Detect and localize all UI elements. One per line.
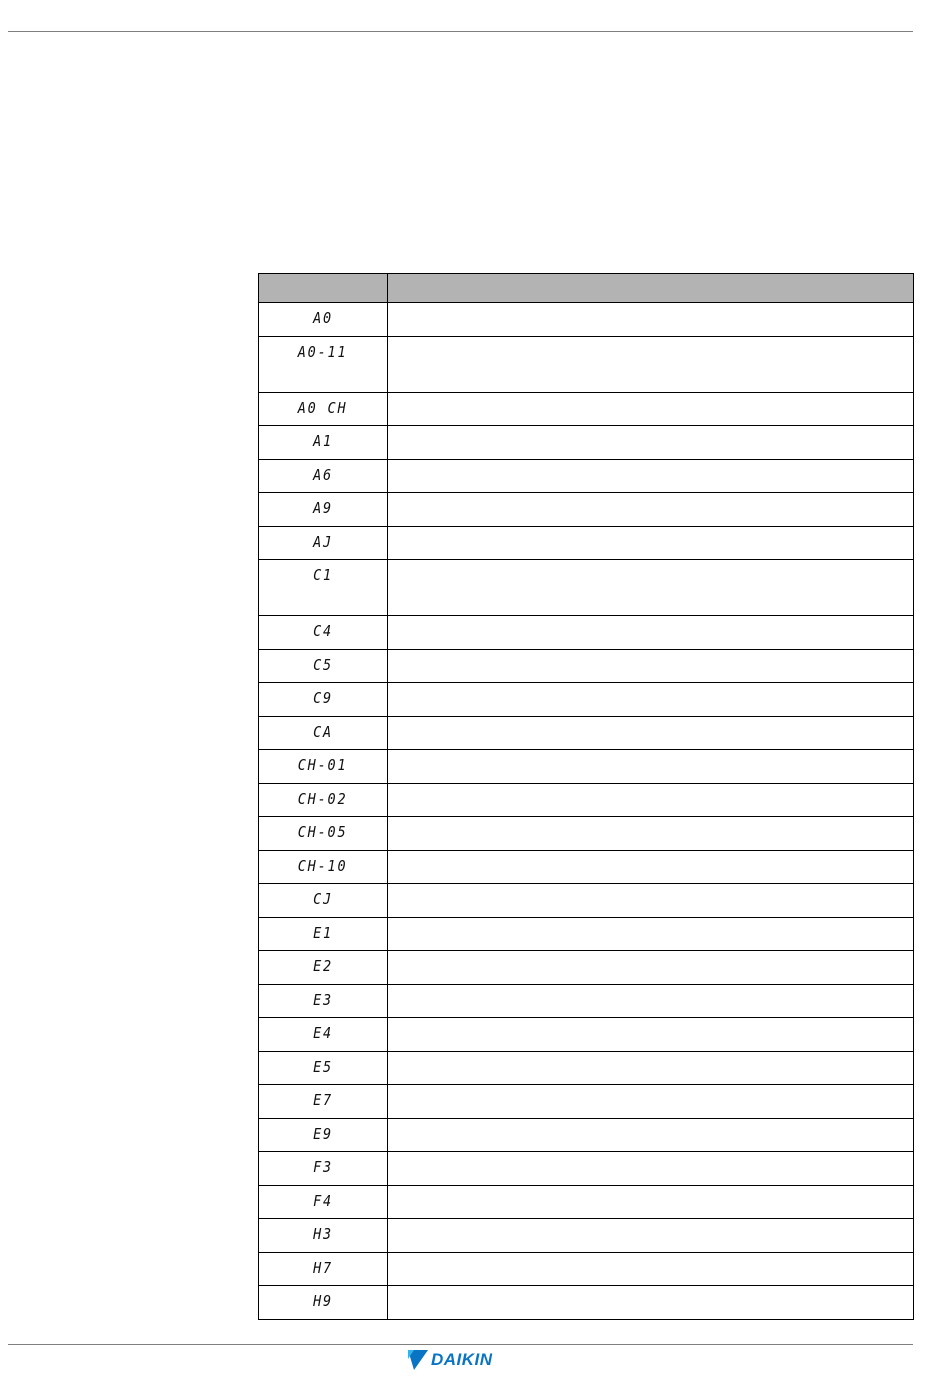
error-code: AJ xyxy=(313,532,333,551)
description-cell xyxy=(388,884,914,918)
code-cell xyxy=(259,426,388,460)
error-code: C5 xyxy=(313,655,333,674)
table-row xyxy=(259,817,914,851)
code-cell xyxy=(259,1085,388,1119)
error-code: A0 xyxy=(313,309,333,327)
error-code: F3 xyxy=(313,1158,333,1176)
table-row xyxy=(259,1185,914,1219)
code-cell xyxy=(259,526,388,560)
error-code: CH-01 xyxy=(298,756,348,774)
table-row xyxy=(259,493,914,527)
table-row xyxy=(259,750,914,784)
error-code: E5 xyxy=(313,1057,333,1076)
error-code: CJ xyxy=(313,890,333,908)
error-code: CH-10 xyxy=(298,856,348,875)
code-cell xyxy=(259,750,388,784)
error-code: E9 xyxy=(313,1124,333,1143)
description-cell xyxy=(388,459,914,493)
code-cell xyxy=(259,1018,388,1052)
table-row xyxy=(259,1252,914,1286)
description-cell xyxy=(388,1118,914,1152)
description-cell xyxy=(388,1252,914,1286)
error-code: C9 xyxy=(313,689,333,707)
code-cell xyxy=(259,1051,388,1085)
description-cell xyxy=(388,984,914,1018)
error-code: E4 xyxy=(313,1024,333,1042)
code-cell xyxy=(259,683,388,717)
table-row xyxy=(259,716,914,750)
error-code: C4 xyxy=(313,622,333,640)
code-cell xyxy=(259,917,388,951)
error-code: CA xyxy=(313,722,333,741)
description-cell xyxy=(388,951,914,985)
code-cell xyxy=(259,783,388,817)
description-cell xyxy=(388,1286,914,1320)
footer-rule xyxy=(8,1344,913,1345)
table-row xyxy=(259,984,914,1018)
error-code: A9 xyxy=(313,499,333,517)
code-cell xyxy=(259,1185,388,1219)
table-row xyxy=(259,1219,914,1253)
code-cell xyxy=(259,716,388,750)
error-code: A0 CH xyxy=(298,398,348,417)
table-row xyxy=(259,917,914,951)
description-cell xyxy=(388,750,914,784)
table-row xyxy=(259,560,914,616)
description-cell xyxy=(388,716,914,750)
description-cell xyxy=(388,426,914,460)
description-cell xyxy=(388,616,914,650)
description-cell xyxy=(388,850,914,884)
table-row xyxy=(259,783,914,817)
table-row xyxy=(259,1118,914,1152)
error-code: F4 xyxy=(313,1191,333,1210)
error-code: A6 xyxy=(313,465,333,484)
code-cell xyxy=(259,1219,388,1253)
description-cell xyxy=(388,560,914,616)
table-header-code xyxy=(259,274,388,303)
table-row xyxy=(259,426,914,460)
code-cell xyxy=(259,1152,388,1186)
code-cell xyxy=(259,336,388,392)
daikin-triangle-icon xyxy=(408,1350,428,1370)
description-cell xyxy=(388,649,914,683)
daikin-logo xyxy=(408,1349,493,1371)
description-cell xyxy=(388,303,914,337)
table-row xyxy=(259,616,914,650)
table-header-row xyxy=(259,274,914,303)
error-code: A0-11 xyxy=(298,342,348,361)
code-cell xyxy=(259,560,388,616)
table-row xyxy=(259,649,914,683)
code-cell xyxy=(259,850,388,884)
table-row xyxy=(259,303,914,337)
description-cell xyxy=(388,1152,914,1186)
error-code: E2 xyxy=(313,957,333,975)
description-cell xyxy=(388,783,914,817)
code-cell xyxy=(259,951,388,985)
error-code: E7 xyxy=(313,1091,333,1109)
table-row xyxy=(259,1051,914,1085)
table-row xyxy=(259,459,914,493)
table-row xyxy=(259,884,914,918)
table-row xyxy=(259,683,914,717)
code-cell xyxy=(259,616,388,650)
description-cell xyxy=(388,1018,914,1052)
code-cell xyxy=(259,1252,388,1286)
table-row xyxy=(259,392,914,426)
error-code: A1 xyxy=(313,432,333,450)
table-row xyxy=(259,1152,914,1186)
description-cell xyxy=(388,917,914,951)
description-cell xyxy=(388,392,914,426)
table-row xyxy=(259,526,914,560)
error-code: CH-02 xyxy=(298,789,348,808)
description-cell xyxy=(388,817,914,851)
table-row xyxy=(259,951,914,985)
brand-wordmark: DAIKIN xyxy=(431,1350,493,1369)
description-cell xyxy=(388,1185,914,1219)
description-cell xyxy=(388,526,914,560)
table-header-description xyxy=(388,274,914,303)
table-row xyxy=(259,1018,914,1052)
code-cell xyxy=(259,649,388,683)
error-code: CH-05 xyxy=(298,823,348,841)
error-codes-table xyxy=(258,273,914,1320)
description-cell xyxy=(388,336,914,392)
table-row xyxy=(259,1286,914,1320)
code-cell xyxy=(259,1286,388,1320)
error-code: H3 xyxy=(313,1225,333,1243)
error-code: C1 xyxy=(313,566,333,584)
error-code: H7 xyxy=(313,1258,333,1277)
table-row xyxy=(259,336,914,392)
code-cell xyxy=(259,303,388,337)
code-cell xyxy=(259,1118,388,1152)
description-cell xyxy=(388,1051,914,1085)
description-cell xyxy=(388,493,914,527)
description-cell xyxy=(388,1219,914,1253)
code-cell xyxy=(259,817,388,851)
header-rule xyxy=(8,31,913,32)
code-cell xyxy=(259,984,388,1018)
error-code: H9 xyxy=(313,1292,333,1310)
description-cell xyxy=(388,683,914,717)
code-cell xyxy=(259,493,388,527)
table-row xyxy=(259,850,914,884)
code-cell xyxy=(259,392,388,426)
description-cell xyxy=(388,1085,914,1119)
error-code: E3 xyxy=(313,990,333,1009)
table-row xyxy=(259,1085,914,1119)
error-code: E1 xyxy=(313,923,333,942)
code-cell xyxy=(259,459,388,493)
code-cell xyxy=(259,884,388,918)
